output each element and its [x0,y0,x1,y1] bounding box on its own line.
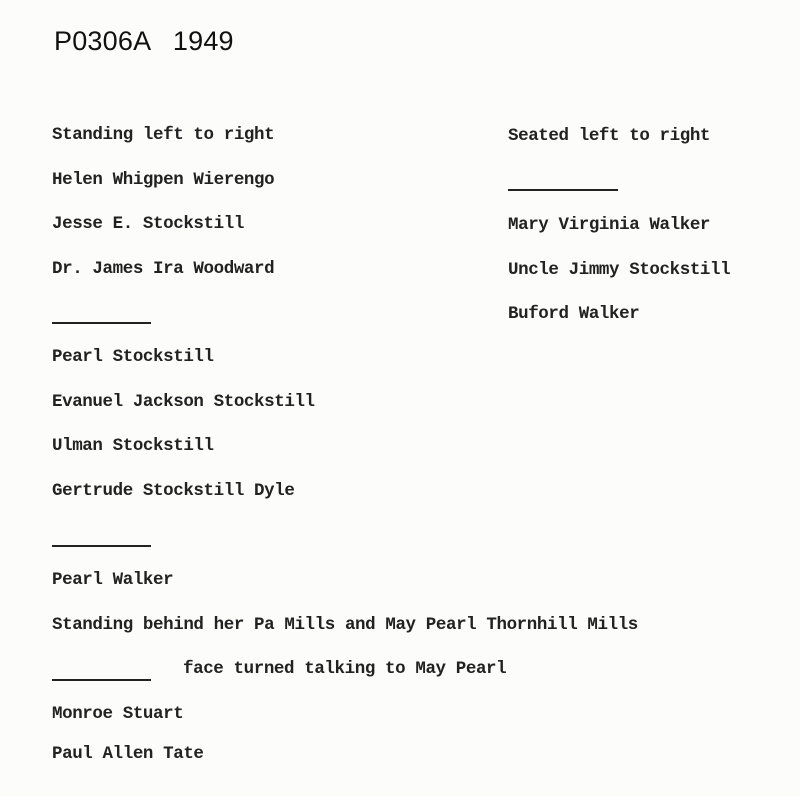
name-line: Evanuel Jackson Stockstill [52,392,315,412]
name-line: Buford Walker [508,304,640,324]
name-line: Uncle Jimmy Stockstill [508,260,731,280]
name-line: Standing behind her Pa Mills and May Pearl Thornhill Mills [52,615,638,635]
right-heading: Seated left to right [508,126,711,146]
photo-caption-header [54,26,234,57]
name-line: Monroe Stuart [52,704,184,724]
name-line: Jesse E. Stockstill [52,214,244,234]
name-line: Paul Allen Tate [52,744,204,764]
name-line: Pearl Walker [52,570,174,590]
photo-id: P0306A [54,26,150,56]
photo-year: 1949 [172,26,234,56]
name-line: Mary Virginia Walker [508,215,711,235]
blank-name-rule [52,679,151,681]
left-heading: Standing left to right [52,125,275,145]
name-line: Ulman Stockstill [52,436,214,456]
separator-rule [508,189,618,191]
name-line: Dr. James Ira Woodward [52,259,275,279]
separator-rule [52,545,151,547]
name-line: Pearl Stockstill [52,347,214,367]
name-line: Gertrude Stockstill Dyle [52,481,295,501]
name-line: Helen Whigpen Wierengo [52,170,275,190]
blank-name-note: face turned talking to May Pearl [183,659,507,679]
separator-rule [52,322,151,324]
